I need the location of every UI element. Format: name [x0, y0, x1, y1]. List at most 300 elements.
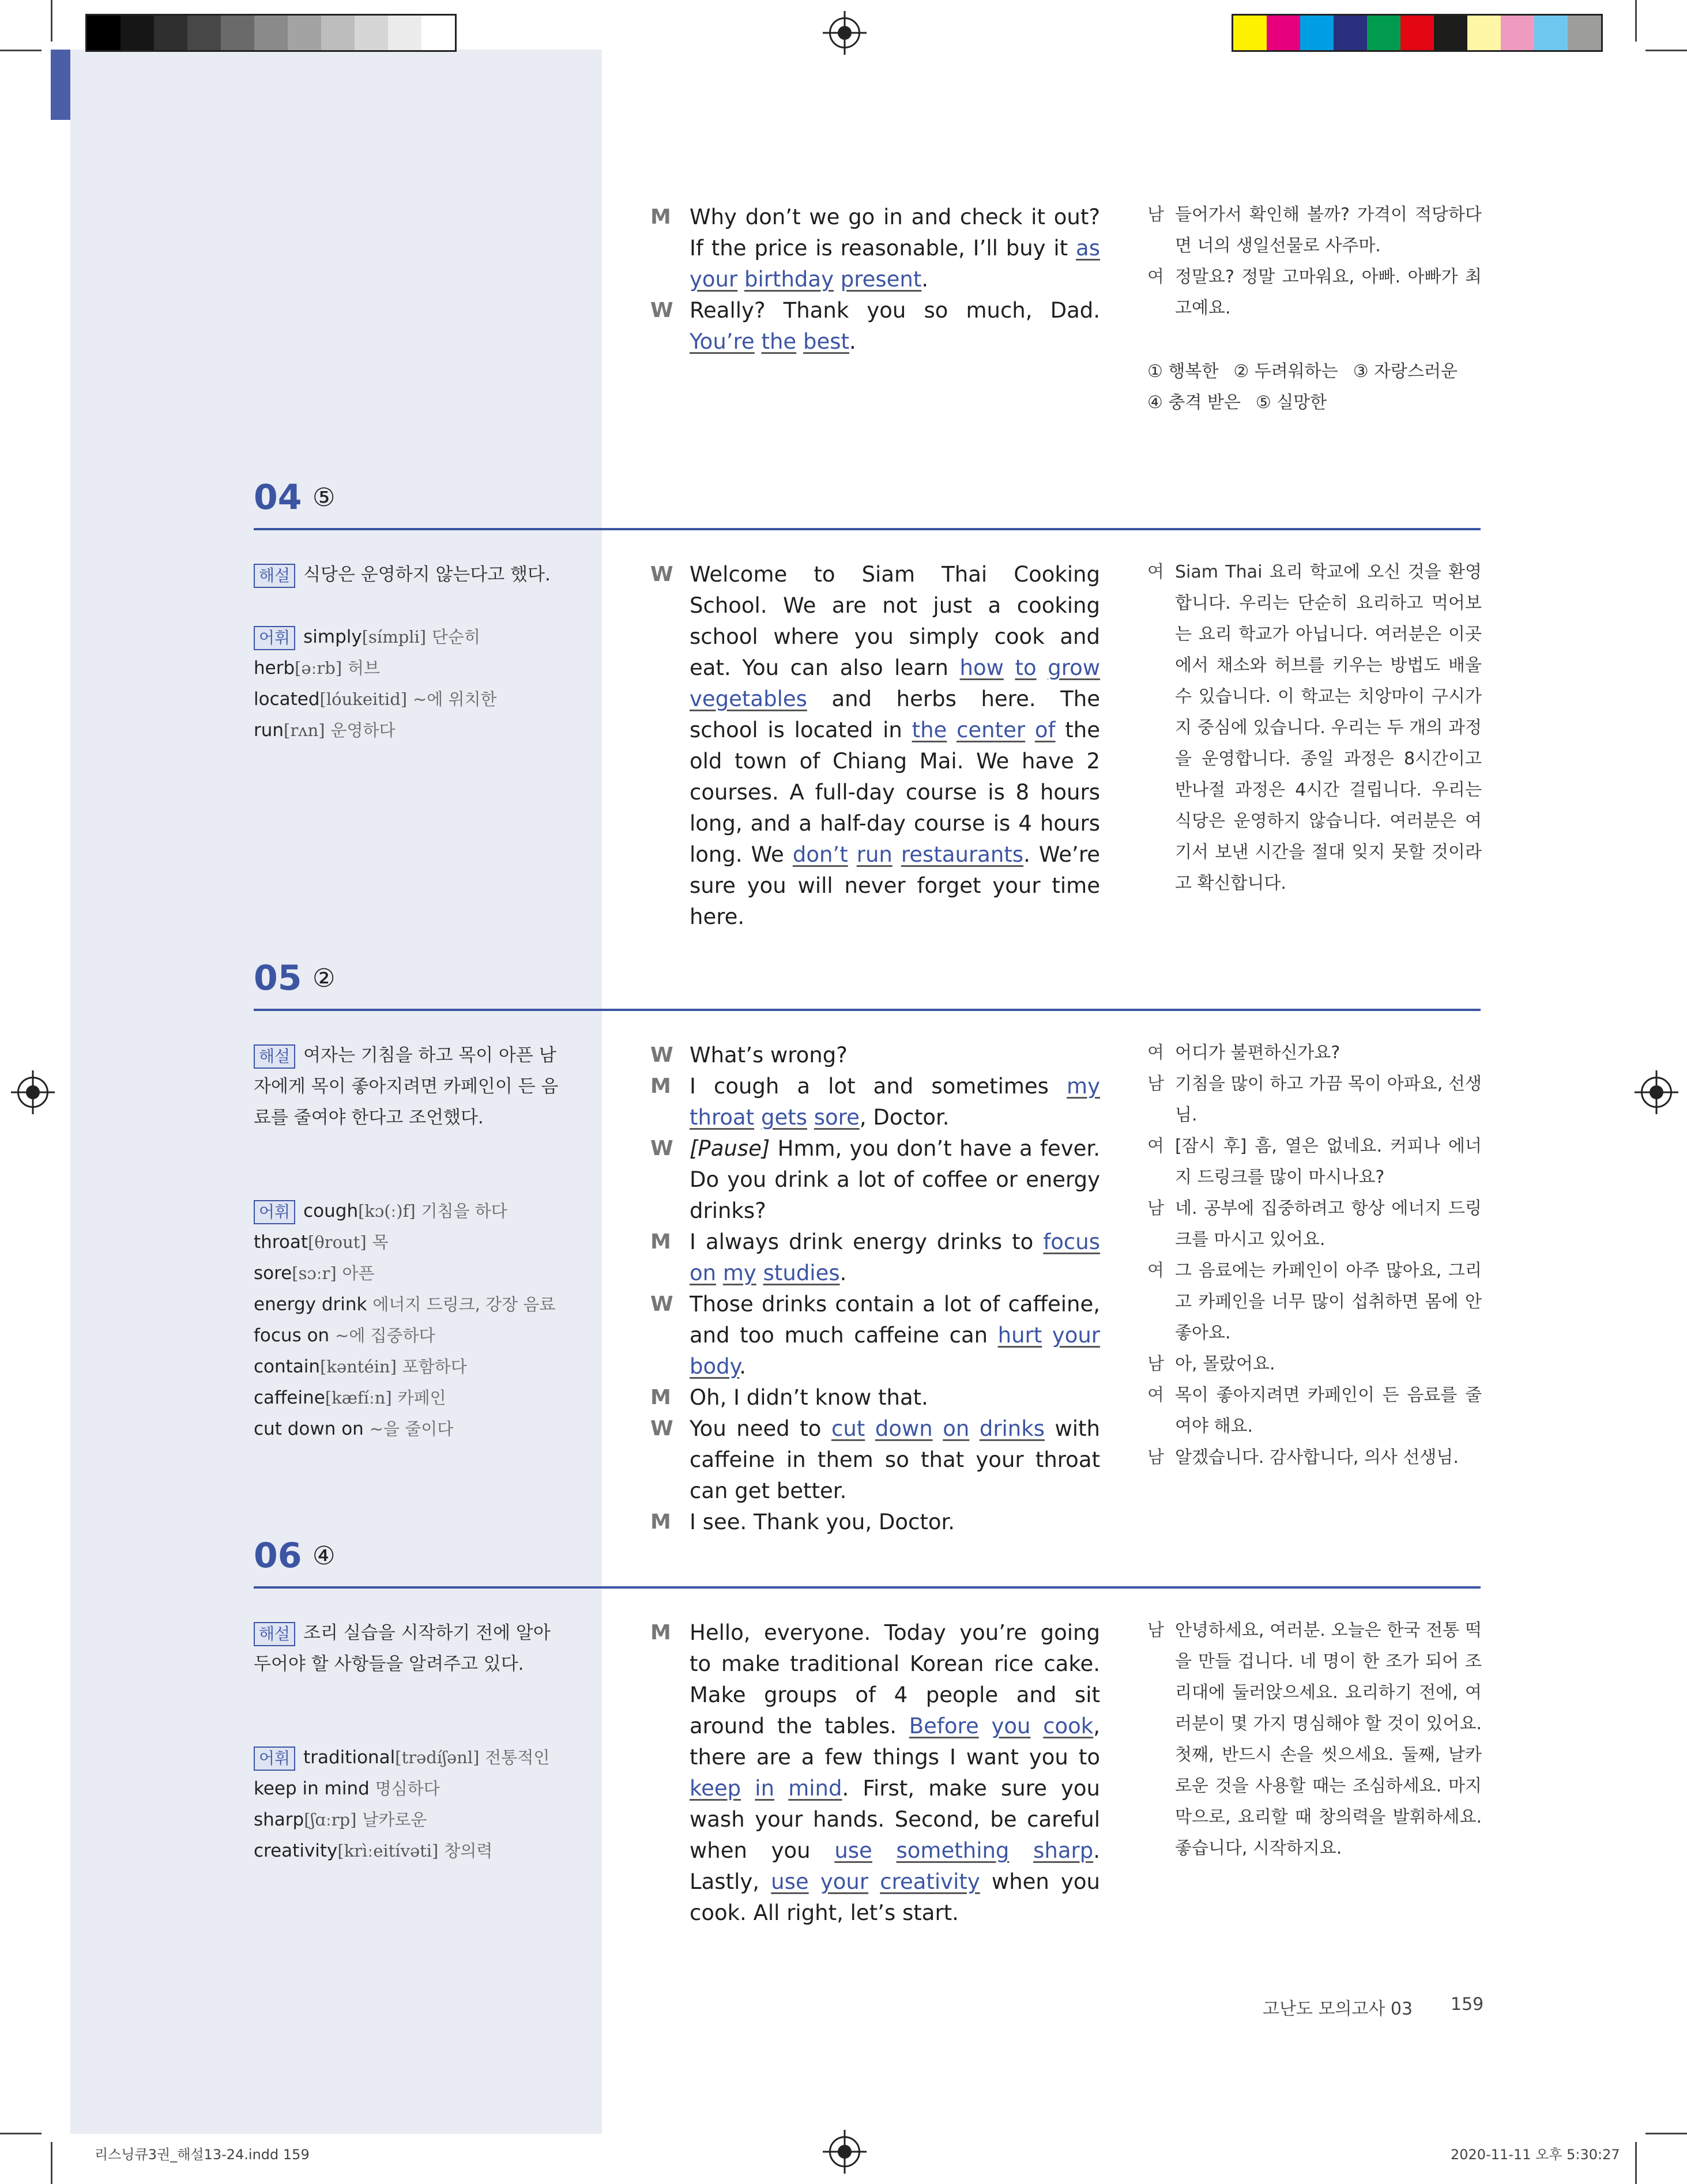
- speaker-label: W: [650, 1043, 673, 1067]
- translation-speaker: 여: [1147, 1136, 1164, 1156]
- color-swatch: [1233, 16, 1267, 50]
- text-segment: [872, 1838, 897, 1863]
- book-label: 고난도 모의고사 03: [1263, 1999, 1413, 2019]
- translation-line: [1147, 1442, 1482, 1473]
- color-swatch: [154, 16, 187, 50]
- vocab-word: throat: [254, 1232, 308, 1253]
- vocab-word: cut down on: [254, 1419, 364, 1439]
- text-segment: Welcome to Siam Thai Cooking School. We are not just a cooking school where you simply cook and eat. You can also learn: [690, 562, 1100, 680]
- crop-mark: [1645, 2133, 1687, 2134]
- underlined-answer: creativity: [880, 1869, 980, 1894]
- color-swatch: [1501, 16, 1534, 50]
- text-segment: [893, 842, 901, 867]
- translation-text: 들어가서 확인해 볼까? 가격이 적당하다면 너의 생일선물로 사주마.: [1175, 205, 1482, 256]
- speaker-label: M: [650, 1074, 671, 1098]
- vocab-word: run: [254, 720, 284, 741]
- section-divider: [254, 1586, 1481, 1589]
- underlined-answer: gets: [760, 1105, 807, 1130]
- underlined-answer: don’t: [792, 842, 848, 867]
- text-segment: [1030, 1714, 1043, 1738]
- text-segment: [774, 1776, 788, 1801]
- translation-text: 어디가 불편하신가요?: [1175, 1043, 1340, 1063]
- text-segment: Why don’t we go in and check it out? If the price is reasonable, I’ll buy it: [690, 205, 1100, 261]
- dialogue-line: [650, 1617, 1100, 1929]
- vocabulary-tag: 어휘: [254, 1200, 295, 1224]
- vocab-phonetic: [ʃɑːrp]: [304, 1810, 357, 1830]
- answer-mark: ②: [312, 964, 336, 993]
- text-segment: [865, 1416, 875, 1441]
- color-swatch: [1300, 16, 1334, 50]
- text-segment: Hmm, you don’t have a fever. Do you drink a lot of coffee or energy drinks?: [690, 1136, 1100, 1223]
- underlined-answer: in: [755, 1776, 775, 1801]
- text-segment: Oh, I didn’t know that.: [690, 1385, 928, 1410]
- vocab-phonetic: [krìːeitívəti]: [337, 1841, 439, 1861]
- registration-mark-right: [1641, 1077, 1672, 1108]
- underlined-answer: of: [1034, 718, 1056, 742]
- translation-line: [1147, 557, 1482, 899]
- text-segment: [807, 1105, 814, 1130]
- korean-translation: [1147, 1038, 1482, 1473]
- text-segment: [1037, 655, 1048, 680]
- text-segment: .: [739, 1354, 746, 1379]
- dialogue-line: [650, 1227, 1100, 1289]
- vocab-meaning: 에너지 드링크, 강장 음료: [372, 1295, 556, 1314]
- question-number: 06: [254, 1536, 302, 1576]
- underlined-answer: the: [761, 329, 797, 354]
- translation-speaker: 여: [1147, 1261, 1164, 1281]
- text-segment: [848, 842, 857, 867]
- underlined-answer: throat: [690, 1105, 755, 1130]
- dialogue-text: [690, 1040, 1100, 1071]
- vocab-item: [254, 1382, 555, 1413]
- vocabulary-list: [254, 621, 497, 746]
- korean-translation: [1147, 557, 1482, 899]
- underlined-answer: how: [959, 655, 1004, 680]
- text-segment: [1025, 718, 1035, 742]
- underlined-answer: restaurants: [901, 842, 1024, 867]
- answer-mark: ⑤: [312, 483, 336, 512]
- text-segment: when you cook. All right, let’s start.: [690, 1869, 1100, 1925]
- explanation-tag: 해설: [254, 1622, 295, 1646]
- dialogue-text: [690, 295, 1100, 357]
- question-number: 04: [254, 477, 302, 518]
- vocab-phonetic: [lóukeitid]: [319, 689, 408, 709]
- color-swatch: [1267, 16, 1300, 50]
- vocab-item: [254, 1320, 555, 1351]
- crop-mark: [51, 2142, 52, 2184]
- text-segment: [716, 1261, 723, 1285]
- text-segment: [Pause]: [690, 1136, 770, 1161]
- dialogue-line: [650, 1507, 1100, 1538]
- underlined-answer: cut: [831, 1416, 865, 1441]
- korean-translation: [1147, 1615, 1482, 1864]
- underlined-answer: body: [690, 1354, 740, 1379]
- vocab-item: [254, 1413, 555, 1444]
- text-segment: [969, 1416, 980, 1441]
- vocab-word: herb: [254, 658, 295, 678]
- script-dialogue: [650, 1617, 1100, 1929]
- answer-choices: [1147, 356, 1473, 418]
- color-swatch: [288, 16, 321, 50]
- text-segment: .: [921, 267, 929, 292]
- underlined-answer: present: [840, 267, 922, 292]
- registration-mark-top: [829, 17, 860, 48]
- translation-line: [1147, 262, 1482, 324]
- underlined-answer: the: [912, 718, 947, 742]
- slug-timestamp: 2020-11-11 오후 5:30:27: [1451, 2147, 1620, 2163]
- vocab-phonetic: [kəntéin]: [320, 1357, 397, 1376]
- text-segment: . Lastly,: [690, 1838, 1100, 1894]
- underlined-answer: studies: [763, 1261, 840, 1285]
- vocab-item: [254, 1835, 549, 1866]
- translation-speaker: 남: [1147, 1074, 1164, 1094]
- speaker-label: M: [650, 1386, 671, 1409]
- underlined-answer: center: [957, 718, 1026, 742]
- text-segment: [1004, 655, 1015, 680]
- underlined-answer: my: [722, 1261, 756, 1285]
- translation-line: [1147, 1069, 1482, 1131]
- translation-text: 알겠습니다. 감사합니다, 의사 선생님.: [1175, 1447, 1459, 1468]
- translation-line: [1147, 1131, 1482, 1193]
- underlined-answer: on: [943, 1416, 970, 1441]
- color-swatch: [87, 16, 120, 50]
- vocab-item: [254, 715, 497, 746]
- translation-text: Siam Thai 요리 학교에 오신 것을 환영합니다. 우리는 단순히 요리하고 먹어보는 요리 학교가 아닙니다. 여러분은 이곳에서 채소와 허브를 키우는 방법도 배울 수 있습니다. 이 학교는 치앙마이 구시가지 중심에 있습니다. 우리는 두 개의 과정을 운영합니다. 종일 과정은 8시간이고 반나절 과정은 4시간 걸립니다. 우리는 식당은 운영하지 않습니다. 여러분은 여기서 보낸 시간을 절대 잊지 못할 것이라고 확신합니다.: [1175, 562, 1482, 893]
- explanation: [254, 1040, 565, 1133]
- underlined-answer: You’re: [690, 329, 755, 354]
- text-segment: [755, 329, 762, 354]
- underlined-answer: run: [856, 842, 893, 867]
- translation-text: 목이 좋아지려면 카페인이 든 음료를 줄여야 해요.: [1175, 1385, 1482, 1436]
- translation-speaker: 여: [1147, 1043, 1164, 1063]
- text-segment: Hello, everyone. Today you’re going to make traditional Korean rice cake. Make groups of 4 people and sit around the tables.: [690, 1620, 1100, 1738]
- vocab-word: creativity: [254, 1840, 338, 1861]
- underlined-answer: to: [1015, 655, 1037, 680]
- vocab-meaning: 기침을 하다: [421, 1201, 507, 1221]
- choices-row-1: [1147, 356, 1473, 387]
- dialogue-text: [690, 1133, 1100, 1227]
- vocab-item: [254, 684, 497, 715]
- translation-speaker: 여: [1147, 267, 1164, 287]
- dialogue-line: [650, 202, 1100, 295]
- dialogue-line: [650, 1289, 1100, 1382]
- explanation-tag: 해설: [254, 564, 295, 588]
- vocab-phonetic: [sɔːr]: [292, 1263, 337, 1283]
- vocab-word: located: [254, 689, 320, 710]
- color-swatch: [388, 16, 421, 50]
- translation-text: 네. 공부에 집중하려고 항상 에너지 드링크를 마시고 있어요.: [1175, 1198, 1482, 1250]
- choice-option: ④ 충격 받은: [1147, 393, 1241, 413]
- crop-mark: [0, 2133, 42, 2134]
- script-dialogue: [650, 559, 1100, 933]
- underlined-answer: mind: [788, 1776, 842, 1801]
- text-segment: , Doctor.: [859, 1105, 950, 1130]
- text-segment: [947, 718, 957, 742]
- text-segment: the old town of Chiang Mai. We have 2 courses. A full-day course is 8 hours long, and a half-day course is 4 hours long. We: [690, 718, 1100, 867]
- translation-speaker: 남: [1147, 1447, 1164, 1468]
- vocab-meaning: 허브: [348, 658, 381, 678]
- color-swatch: [1467, 16, 1501, 50]
- vocabulary-list: [254, 1195, 555, 1444]
- translation-speaker: 남: [1147, 205, 1164, 225]
- color-swatch: [1400, 16, 1434, 50]
- underlined-answer: your: [820, 1869, 869, 1894]
- dialogue-line: [650, 1382, 1100, 1413]
- vocab-word: simply: [303, 627, 362, 647]
- translation-line: [1147, 1038, 1482, 1069]
- choice-option: ② 두려워하는: [1233, 361, 1338, 382]
- translation-text: [잠시 후] 흠, 열은 없네요. 커피나 에너지 드링크를 많이 마시나요?: [1175, 1136, 1482, 1187]
- translation-text: 정말요? 정말 고마워요, 아빠. 아빠가 최고예요.: [1175, 267, 1482, 318]
- vocab-word: keep in mind: [254, 1778, 370, 1799]
- vocab-phonetic: [θrout]: [307, 1232, 367, 1252]
- vocab-item: [254, 1351, 555, 1382]
- vocab-item: [254, 1289, 555, 1320]
- vocab-meaning: 단순히: [431, 627, 481, 647]
- dialogue-text: [690, 1413, 1100, 1507]
- text-segment: [737, 267, 744, 292]
- vocab-word: traditional: [303, 1747, 396, 1768]
- speaker-label: W: [650, 1292, 673, 1316]
- underlined-answer: sharp: [1033, 1838, 1094, 1863]
- speaker-label: W: [650, 299, 673, 322]
- color-swatch: [1434, 16, 1467, 50]
- crop-mark: [1645, 50, 1687, 51]
- text-segment: [754, 1105, 761, 1130]
- underlined-answer: Before: [909, 1714, 979, 1738]
- color-swatch: [187, 16, 221, 50]
- text-segment: I always drink energy drinks to: [690, 1229, 1044, 1254]
- dialogue-text: [690, 202, 1100, 295]
- color-swatch: [1568, 16, 1601, 50]
- translation-text: 그 음료에는 카페인이 아주 많아요, 그리고 카페인을 너무 많이 섭취하면 몸에 안 좋아요.: [1175, 1261, 1482, 1343]
- text-segment: [1042, 1323, 1052, 1348]
- explanation-text: 식당은 운영하지 않는다고 했다.: [303, 564, 551, 585]
- dialogue-line: [650, 295, 1100, 357]
- translation-text: 안녕하세요, 여러분. 오늘은 한국 전통 떡을 만들 겁니다. 네 명이 한 조가 되어 조리대에 둘러앉으세요. 요리하기 전에, 여러분이 몇 가지 명심해야 할 것이 있어요. 첫째, 반드시 손을 씻으세요. 둘째, 날카로운 것을 사용할 때는 조심하세요. 마지막으로, 요리할 때 창의력을 발휘하세요. 좋습니다, 시작하지요.: [1175, 1620, 1482, 1858]
- page-number: 159: [1451, 1994, 1484, 2015]
- dialogue-line: [650, 559, 1100, 933]
- color-swatch: [120, 16, 154, 50]
- text-segment: .: [849, 329, 856, 354]
- choice-option: ⑤ 실망한: [1255, 393, 1327, 413]
- vocab-item: [254, 1773, 549, 1804]
- dialogue-text: [690, 1289, 1100, 1382]
- vocab-phonetic: [kæfíːn]: [325, 1388, 392, 1408]
- vocab-item: [254, 1742, 549, 1773]
- vocab-meaning: 카페인: [397, 1388, 446, 1408]
- underlined-answer: down: [875, 1416, 933, 1441]
- underlined-answer: keep: [690, 1776, 741, 1801]
- speaker-label: W: [650, 1417, 673, 1440]
- vocab-meaning: 포함하다: [402, 1357, 467, 1376]
- question-number: 05: [254, 958, 302, 998]
- translation-line: [1147, 1255, 1482, 1349]
- dialogue-text: [690, 1071, 1100, 1133]
- text-segment: . First, make sure you wash your hands. Second, be careful when you: [690, 1776, 1100, 1863]
- top-korean-translation: [1147, 199, 1482, 324]
- vocab-item: [254, 1258, 555, 1289]
- underlined-answer: my: [1067, 1074, 1100, 1099]
- underlined-answer: vegetables: [690, 686, 807, 711]
- crop-mark: [1635, 0, 1637, 42]
- underlined-answer: use: [834, 1838, 872, 1863]
- text-segment: Really? Thank you so much, Dad.: [690, 298, 1100, 323]
- speaker-label: W: [650, 563, 673, 586]
- translation-line: [1147, 1380, 1482, 1442]
- gray-color-bar: [85, 14, 457, 52]
- vocab-word: cough: [303, 1201, 359, 1221]
- vocab-meaning: ~에 집중하다: [335, 1326, 435, 1345]
- translation-text: 아, 몰랐어요.: [1175, 1354, 1275, 1374]
- color-swatch: [1334, 16, 1367, 50]
- speaker-label: M: [650, 205, 671, 229]
- underlined-answer: use: [771, 1869, 809, 1894]
- translation-speaker: 남: [1147, 1354, 1164, 1374]
- dialogue-line: [650, 1071, 1100, 1133]
- underlined-answer: something: [896, 1838, 1010, 1863]
- color-swatch: [421, 16, 455, 50]
- underlined-answer: grow: [1048, 655, 1100, 680]
- vocabulary-tag: 어휘: [254, 626, 295, 650]
- vocab-meaning: 창의력: [444, 1841, 493, 1861]
- explanation-tag: 해설: [254, 1044, 295, 1069]
- dialogue-line: [650, 1040, 1100, 1071]
- vocab-phonetic: [rʌn]: [284, 721, 325, 740]
- text-segment: . We’re sure you will never forget your time here.: [690, 842, 1100, 929]
- text-segment: [756, 1261, 763, 1285]
- vocab-meaning: 명심하다: [375, 1779, 440, 1798]
- vocab-phonetic: [əːrb]: [295, 658, 342, 678]
- color-swatch: [221, 16, 254, 50]
- text-segment: [979, 1714, 992, 1738]
- text-segment: [1009, 1838, 1033, 1863]
- process-color-bar: [1232, 14, 1603, 52]
- section-divider: [254, 1009, 1481, 1011]
- vocabulary-list: [254, 1742, 549, 1866]
- text-segment: , there are a few things I want you to: [690, 1714, 1100, 1770]
- vocab-word: sharp: [254, 1809, 304, 1830]
- underlined-answer: drinks: [979, 1416, 1045, 1441]
- color-swatch: [321, 16, 355, 50]
- dialogue-text: [690, 1617, 1100, 1929]
- underlined-answer: as: [1076, 236, 1100, 261]
- underlined-answer: your: [1052, 1323, 1100, 1348]
- underlined-answer: your: [690, 267, 738, 292]
- choices-row-2: [1147, 387, 1473, 418]
- vocab-word: focus on: [254, 1325, 330, 1346]
- vocab-item: [254, 1195, 555, 1227]
- vocabulary-tag: 어휘: [254, 1747, 295, 1771]
- speaker-label: M: [650, 1621, 671, 1644]
- translation-speaker: 여: [1147, 562, 1164, 582]
- vocab-word: sore: [254, 1263, 292, 1284]
- slug-filename: 리스닝큐3권_해설13-24.indd 159: [95, 2147, 310, 2163]
- vocab-phonetic: [trədíʃənl]: [395, 1748, 480, 1767]
- crop-mark: [51, 0, 52, 42]
- translation-speaker: 여: [1147, 1385, 1164, 1405]
- color-swatch: [1367, 16, 1400, 50]
- vocab-meaning: 운영하다: [330, 721, 396, 740]
- vocab-meaning: 전통적인: [485, 1748, 550, 1767]
- text-segment: I cough a lot and sometimes: [690, 1074, 1067, 1099]
- vocab-item: [254, 1227, 555, 1258]
- text-segment: What’s wrong?: [690, 1043, 848, 1068]
- text-segment: and herbs here. The school is located in: [690, 686, 1100, 742]
- dialogue-line: [650, 1133, 1100, 1227]
- translation-line: [1147, 1615, 1482, 1864]
- text-segment: You need to: [690, 1416, 831, 1441]
- explanation: [254, 1617, 565, 1680]
- vocab-word: energy drink: [254, 1294, 367, 1315]
- registration-mark-left: [17, 1077, 48, 1108]
- vocab-item: [254, 1804, 549, 1835]
- explanation-text: 조리 실습을 시작하기 전에 알아두어야 할 사항들을 알려주고 있다.: [254, 1623, 551, 1674]
- vocab-word: caffeine: [254, 1387, 325, 1408]
- vocab-meaning: 목: [372, 1232, 389, 1252]
- dialogue-text: [690, 1382, 1100, 1413]
- underlined-answer: birthday: [744, 267, 834, 292]
- text-segment: [933, 1416, 943, 1441]
- speaker-label: M: [650, 1230, 671, 1254]
- text-segment: .: [839, 1261, 847, 1285]
- vocab-word: contain: [254, 1356, 321, 1377]
- speaker-label: M: [650, 1510, 671, 1534]
- text-segment: with caffeine in them so that your throat can get better.: [690, 1416, 1100, 1503]
- vocab-meaning: 아픈: [342, 1263, 375, 1283]
- vocab-phonetic: [kɔ(ː)f]: [358, 1201, 416, 1221]
- script-dialogue: [650, 1040, 1100, 1538]
- translation-speaker: 남: [1147, 1620, 1164, 1640]
- underlined-answer: focus: [1043, 1229, 1100, 1254]
- page-edge-tab: [51, 50, 70, 120]
- speaker-label: W: [650, 1137, 673, 1160]
- text-segment: [834, 267, 841, 292]
- underlined-answer: best: [803, 329, 850, 354]
- color-swatch: [355, 16, 388, 50]
- vocab-meaning: 날카로운: [362, 1810, 427, 1830]
- registration-mark-bottom: [829, 2136, 860, 2167]
- dialogue-text: [690, 1227, 1100, 1289]
- text-segment: [809, 1869, 820, 1894]
- section-divider: [254, 528, 1481, 530]
- text-segment: [741, 1776, 755, 1801]
- text-segment: [796, 329, 803, 354]
- explanation-text: 여자는 기침을 하고 목이 아픈 남자에게 목이 좋아지려면 카페인이 든 음료를 줄여야 한다고 조언했다.: [254, 1045, 559, 1128]
- text-segment: I see. Thank you, Doctor.: [690, 1510, 955, 1534]
- translation-line: [1147, 1193, 1482, 1255]
- translation-line: [1147, 199, 1482, 262]
- underlined-answer: cook: [1043, 1714, 1094, 1738]
- underlined-answer: you: [991, 1714, 1031, 1738]
- dialogue-text: [690, 1507, 1100, 1538]
- dialogue-line: [650, 1413, 1100, 1507]
- underlined-answer: sore: [814, 1105, 860, 1130]
- translation-text: 기침을 많이 하고 가끔 목이 아파요, 선생님.: [1175, 1074, 1482, 1125]
- explanation: [254, 559, 565, 590]
- choice-option: ③ 자랑스러운: [1353, 361, 1458, 382]
- text-segment: Those drinks contain a lot of caffeine, and too much caffeine can: [690, 1292, 1100, 1348]
- vocab-item: [254, 621, 497, 652]
- dialogue-text: [690, 559, 1100, 933]
- vocab-item: [254, 652, 497, 684]
- vocab-phonetic: [símpli]: [362, 627, 427, 647]
- crop-mark: [0, 50, 42, 51]
- answer-mark: ④: [312, 1541, 336, 1571]
- underlined-answer: on: [690, 1261, 717, 1285]
- top-dialogue: [650, 202, 1100, 357]
- vocab-meaning: ~에 위치한: [412, 689, 497, 709]
